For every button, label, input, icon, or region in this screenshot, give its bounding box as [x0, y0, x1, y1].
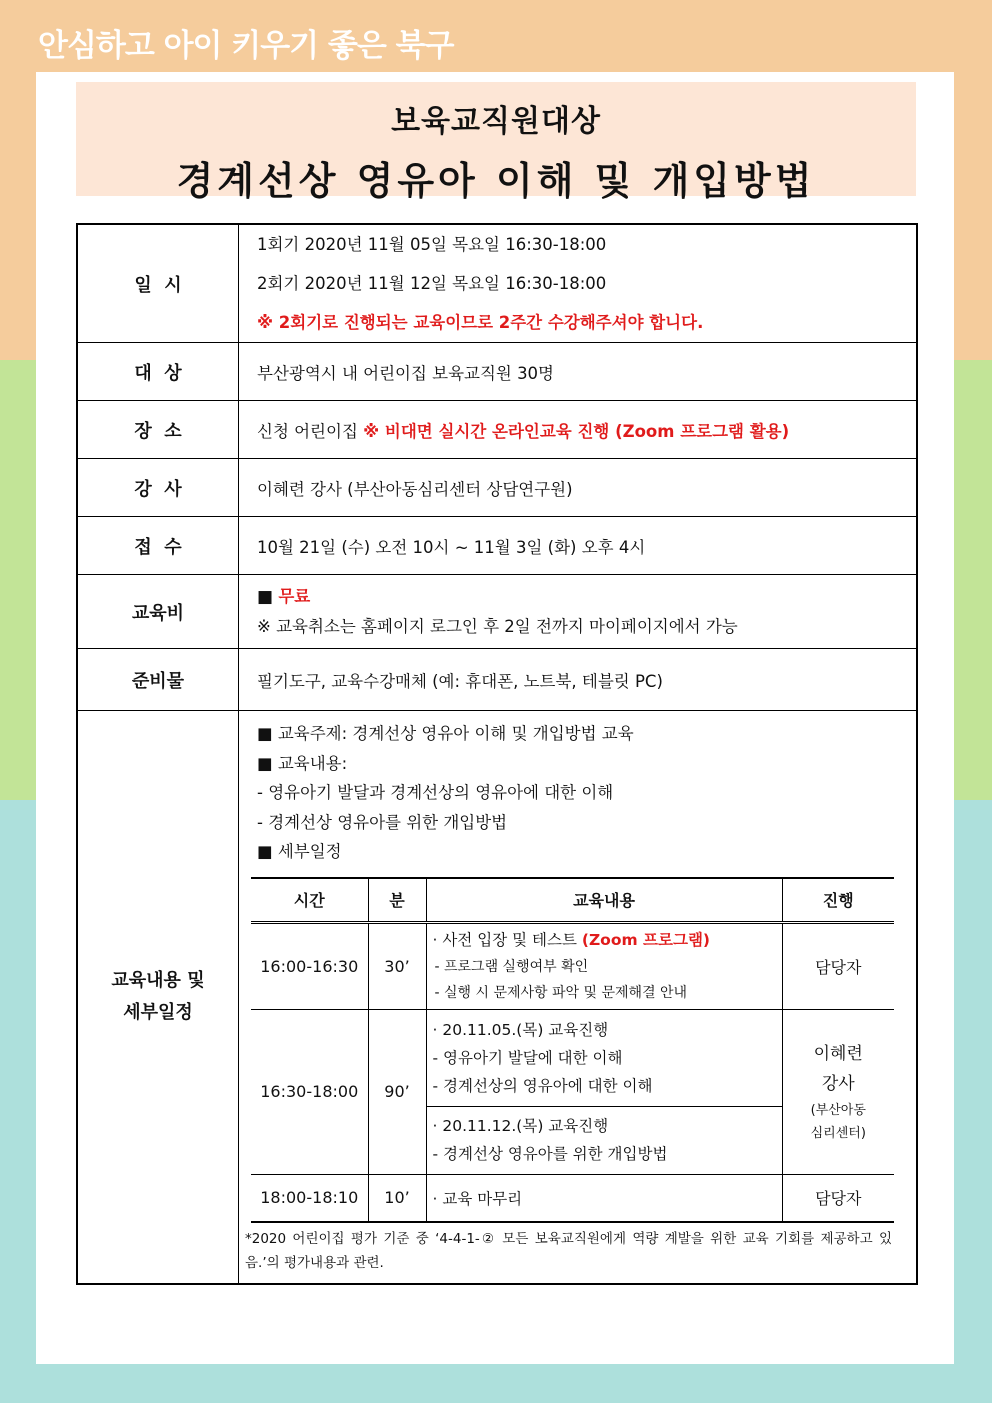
value-fee — [239, 575, 918, 649]
schedule-row-2a — [251, 1009, 894, 1106]
value-supplies: 필기도구, 교육수강매체 (예: 휴대폰, 노트북, 테블릿 PC) — [239, 649, 918, 711]
schedule-table — [251, 877, 894, 1224]
title-box — [76, 82, 916, 203]
value-target: 부산광역시 내 어린이집 보육교직원 30명 — [239, 343, 918, 401]
row2b-content: · 20.11.12.(목) 교육진행 - 경계선상 영유아를 위한 개입방법 — [426, 1106, 782, 1174]
header-minutes: 분 — [368, 878, 426, 923]
session1: 1회기 2020년 11월 05일 목요일 16:30-18:00 — [257, 235, 607, 254]
row3-host: 담당자 — [782, 1174, 894, 1222]
date-note: ※ 2회기로 진행되는 교육이므로 2주간 수강해주셔야 합니다. — [257, 313, 704, 332]
title-line1: 보육교직원대상 — [391, 104, 601, 139]
row-date — [77, 224, 917, 343]
value-lecturer: 이혜련 강사 (부산아동심리센터 상담연구원) — [239, 459, 918, 517]
label-target: 대 상 — [77, 343, 239, 401]
info-table — [76, 223, 918, 1285]
header-content: 교육내용 — [426, 878, 782, 923]
label-date: 일 시 — [77, 224, 239, 343]
label-place: 장 소 — [77, 401, 239, 459]
content-title: ■ 교육내용: — [257, 753, 348, 773]
row1-time: 16:00-16:30 — [251, 922, 368, 1009]
row-target — [77, 343, 917, 401]
label-fee: 교육비 — [77, 575, 239, 649]
value-content — [239, 711, 918, 1285]
schedule-title: ■ 세부일정 — [257, 842, 342, 861]
row3-minutes: 10’ — [368, 1174, 426, 1222]
row2-time: 16:30-18:00 — [251, 1009, 368, 1174]
row-lecturer — [77, 459, 917, 517]
evaluation-footnote: *2020 어린이집 평가 기준 중 ‘4-4-1-② 모든 보육교직원에게 역량 계발을 위한 교육 기회를 제공하고 있음.’의 평가내용과 관련. — [245, 1231, 892, 1271]
place-note: ※ 비대면 실시간 온라인교육 진행 (Zoom 프로그램 활용) — [363, 421, 790, 441]
row1-content: · 사전 입장 및 테스트 (Zoom 프로그램) - 프로그램 실행여부 확인 - 실행 시 문제사항 파악 및 문제해결 안내 — [426, 922, 782, 1009]
schedule-row-3 — [251, 1174, 894, 1222]
header-time: 시간 — [251, 878, 368, 923]
row2-host: 이혜련 강사 (부산아동 심리센터) — [782, 1009, 894, 1174]
row-supplies — [77, 649, 917, 711]
label-supplies: 준비물 — [77, 649, 239, 711]
header-host: 진행 — [782, 878, 894, 923]
fee-value: 무료 — [278, 586, 311, 606]
schedule-header-row — [251, 878, 894, 923]
fee-bullet: ■ — [257, 586, 274, 607]
slogan: 안심하고 아이 키우기 좋은 북구 — [38, 28, 454, 64]
value-place: 신청 어린이집 ※ 비대면 실시간 온라인교육 진행 (Zoom 프로그램 활용) — [239, 401, 918, 459]
flyer-page — [36, 72, 954, 1364]
title-line2: 경계선상 영유아 이해 및 개입방법 — [176, 159, 816, 203]
content-item1: - 영유아기 발달과 경계선상의 영유아에 대한 이해 — [257, 783, 614, 802]
label-reception: 접 수 — [77, 517, 239, 575]
session2: 2회기 2020년 11월 12일 목요일 16:30-18:00 — [257, 274, 607, 293]
row1-host: 담당자 — [782, 922, 894, 1009]
row-fee — [77, 575, 917, 649]
content-item2: - 경계선상 영유아를 위한 개입방법 — [257, 812, 508, 832]
label-content: 교육내용 및 세부일정 — [77, 711, 239, 1285]
row-content — [77, 711, 917, 1285]
value-date — [239, 224, 918, 343]
row-place — [77, 401, 917, 459]
row3-content: · 교육 마무리 — [426, 1174, 782, 1222]
row2-minutes: 90’ — [368, 1009, 426, 1174]
row-reception — [77, 517, 917, 575]
row2a-content: · 20.11.05.(목) 교육진행 - 영유아기 발달에 대한 이해 - 경계선상의 영유아에 대한 이해 — [426, 1009, 782, 1106]
value-reception: 10월 21일 (수) 오전 10시 ~ 11월 3일 (화) 오후 4시 — [239, 517, 918, 575]
label-lecturer: 강 사 — [77, 459, 239, 517]
fee-note: ※ 교육취소는 홈페이지 로그인 후 2일 전까지 마이페이지에서 가능 — [257, 616, 738, 636]
schedule-row-1 — [251, 922, 894, 1009]
content-topic: ■ 교육주제: 경계선상 영유아 이해 및 개입방법 교육 — [257, 724, 634, 743]
row1-minutes: 30’ — [368, 922, 426, 1009]
row3-time: 18:00-18:10 — [251, 1174, 368, 1222]
